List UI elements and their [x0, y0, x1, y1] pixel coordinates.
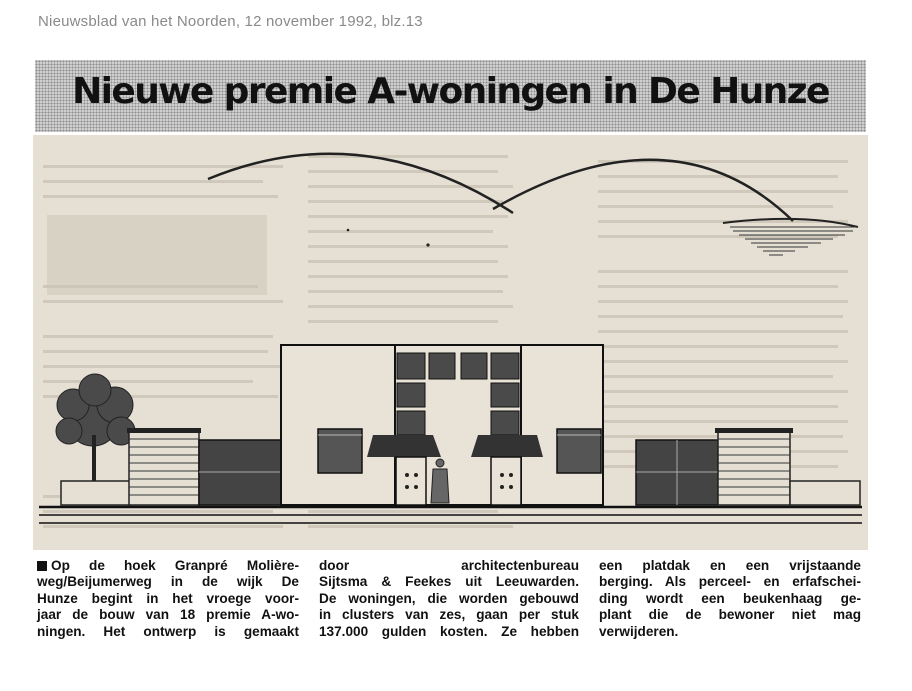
caption-line: berging. Als perceel- en erfafschei- [599, 574, 861, 590]
headline: Nieuwe premie A-woningen in De Hunze [72, 71, 829, 112]
caption-line: verwijderen. [599, 623, 679, 639]
caption-line: door architectenbureau [319, 558, 579, 573]
caption-line: De woningen, die worden gebouwd [319, 590, 579, 606]
caption-column-1 [37, 558, 299, 658]
caption-line: ningen. Het ontwerp is gemaakt [37, 623, 299, 639]
caption-column-2 [319, 558, 579, 658]
caption-line: jaar de bouw van 18 premie A-wo- [37, 607, 299, 623]
bullet-square-icon [37, 561, 47, 571]
caption-line: in clusters van zes, gaan per stuk [319, 607, 579, 623]
caption-line: plant die de bewoner niet mag [599, 607, 861, 623]
caption-line: Sijtsma & Feekes uit Leeuwarden. [319, 574, 579, 590]
source-citation: Nieuwsblad van het Noorden, 12 november 1992, blz.13 [38, 13, 423, 30]
caption-line: Hunze begint in het vroege voor- [37, 590, 299, 606]
caption-line: een platdak en een vrijstaande [599, 558, 861, 573]
caption-line: ding wordt een beukenhaag ge- [599, 590, 861, 606]
caption-line: weg/Beijumerweg in de wijk De [37, 574, 299, 590]
caption-line: 137.000 gulden kosten. Ze hebben [319, 623, 579, 639]
architectural-drawing [33, 135, 868, 550]
caption-column-3 [599, 558, 861, 658]
headline-band [35, 60, 866, 132]
caption-line: Op de hoek Granpré Molière- [37, 558, 299, 574]
architectural-drawing-icon [33, 135, 868, 550]
